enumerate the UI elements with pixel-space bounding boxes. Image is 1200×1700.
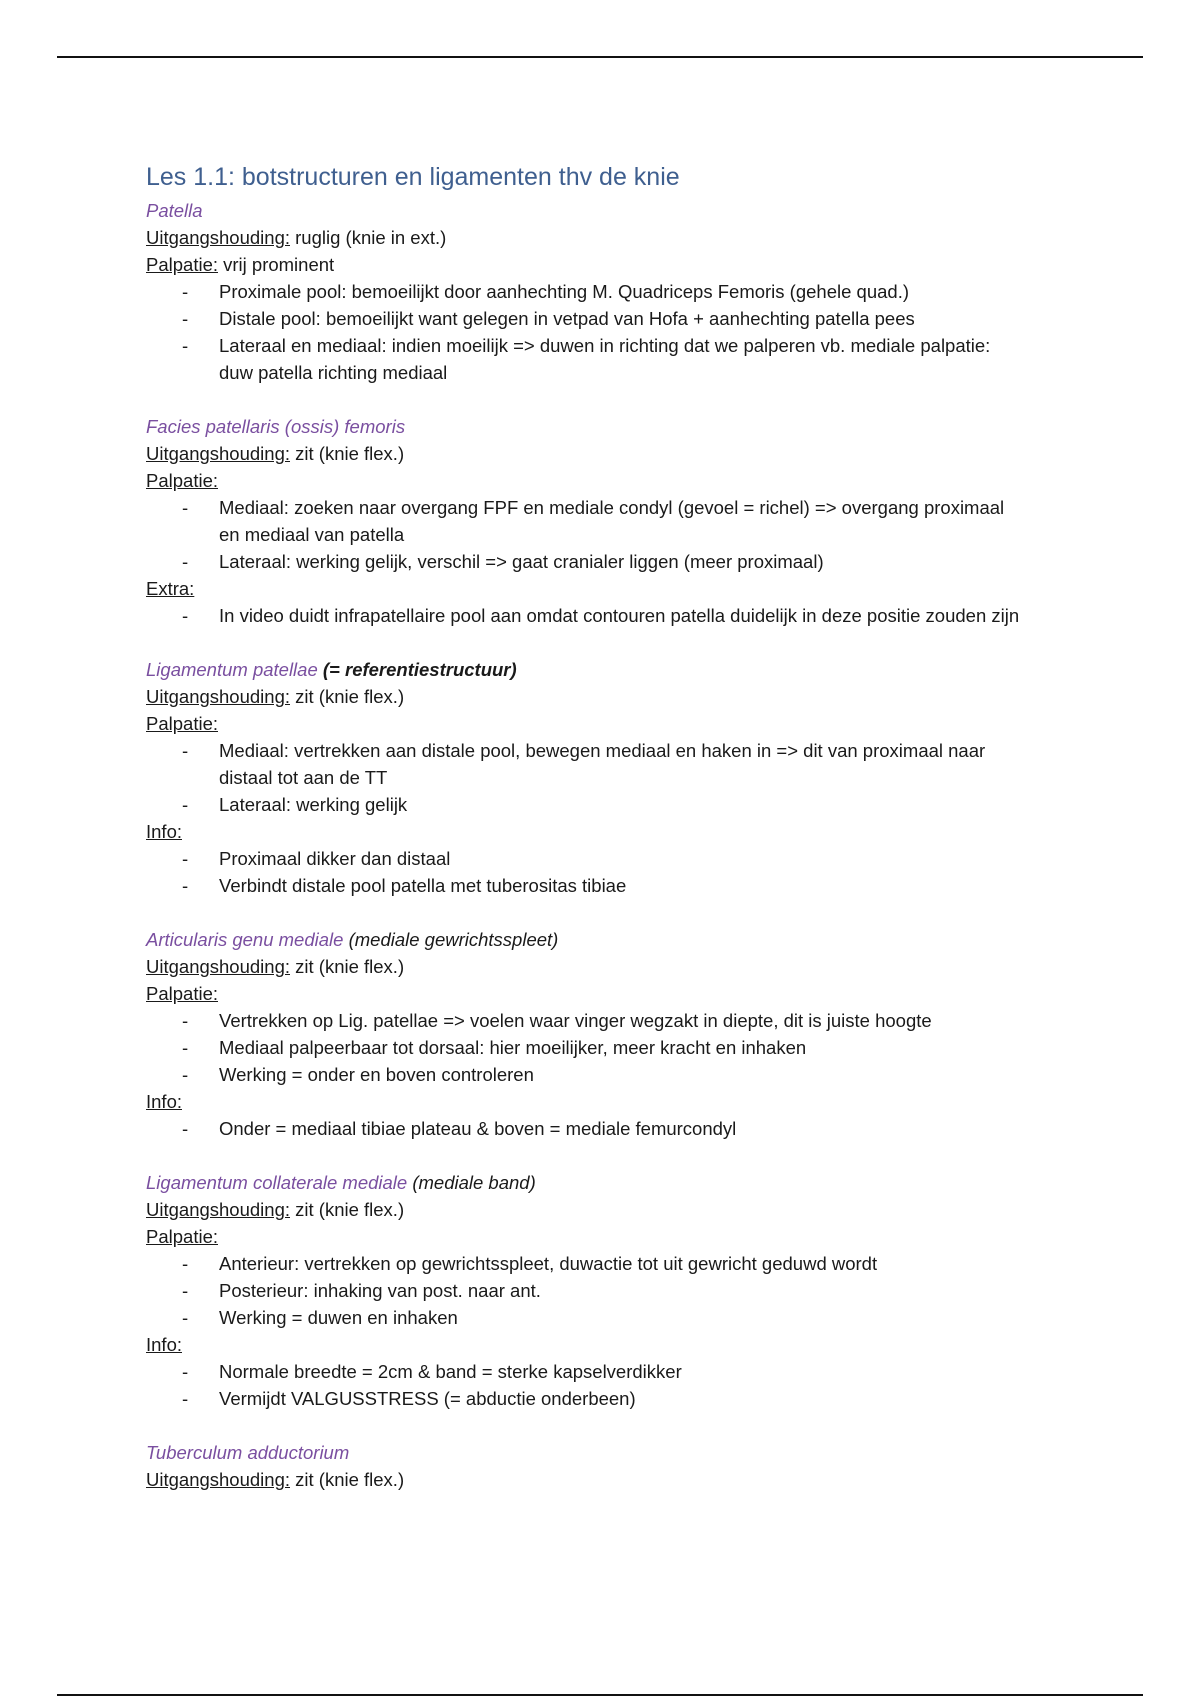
section-heading-extra: (mediale gewrichtsspleet) — [343, 929, 559, 950]
list-item: - Mediaal: vertrekken aan distale pool, bewegen mediaal en haken in => dit van proximaal naar distaal tot aan de TT — [219, 737, 1026, 791]
section-heading-text: Articularis genu mediale — [146, 929, 344, 950]
header-rule — [57, 56, 1143, 58]
section-line — [146, 440, 1026, 467]
bullet-list — [146, 494, 1026, 575]
section-line — [146, 251, 1026, 278]
line-label: Palpatie: — [146, 1226, 218, 1247]
document-body — [146, 162, 1026, 1520]
list-item: - Mediaal: zoeken naar overgang FPF en mediale condyl (gevoel = richel) => overgang proximaal en mediaal van patella — [219, 494, 1026, 548]
section-heading — [146, 656, 1026, 683]
list-item: - Normale breedte = 2cm & band = sterke kapselverdikker — [219, 1358, 1026, 1385]
list-item: - Anterieur: vertrekken op gewrichtsspleet, duwactie tot uit gewricht geduwd wordt — [219, 1250, 1026, 1277]
line-label: Uitgangshouding: — [146, 1199, 290, 1220]
list-item: - Lateraal: werking gelijk, verschil => gaat cranialer liggen (meer proximaal) — [219, 548, 1026, 575]
list-item: - Proximaal dikker dan distaal — [219, 845, 1026, 872]
bullet-list — [146, 1250, 1026, 1331]
line-text: ruglig (knie in ext.) — [290, 227, 447, 248]
section-line — [146, 1196, 1026, 1223]
line-text: zit (knie flex.) — [290, 956, 405, 977]
list-item: - Vermijdt VALGUSSTRESS (= abductie onderbeen) — [219, 1385, 1026, 1412]
extra-label: Extra: — [146, 578, 195, 599]
line-label: Uitgangshouding: — [146, 1469, 290, 1490]
line-text: zit (knie flex.) — [290, 1469, 405, 1490]
line-label: Palpatie: — [146, 470, 218, 491]
extra-label: Info: — [146, 1091, 182, 1112]
section-line — [146, 1088, 1026, 1115]
section-heading — [146, 413, 1026, 440]
section-ligamentum-collaterale-mediale — [146, 1169, 1026, 1412]
line-text: zit (knie flex.) — [290, 1199, 405, 1220]
bullet-list — [146, 845, 1026, 899]
bullet-list — [146, 278, 1026, 386]
bullet-list — [146, 1358, 1026, 1412]
page-title: Les 1.1: botstructuren en ligamenten thv de knie — [146, 163, 680, 191]
section-line — [146, 818, 1026, 845]
section-heading-text: Ligamentum patellae — [146, 659, 318, 680]
section-tuberculum-adductorium — [146, 1439, 1026, 1493]
section-line — [146, 575, 1026, 602]
line-text: vrij prominent — [218, 254, 335, 275]
section-heading-text: Patella — [146, 200, 203, 221]
section-patella — [146, 197, 1026, 386]
line-label: Uitgangshouding: — [146, 686, 290, 707]
bullet-list — [146, 1115, 1026, 1142]
section-line — [146, 224, 1026, 251]
bullet-list — [146, 602, 1026, 629]
line-label: Palpatie: — [146, 713, 218, 734]
section-heading — [146, 1169, 1026, 1196]
extra-label: Info: — [146, 821, 182, 842]
list-item: - Werking = onder en boven controleren — [219, 1061, 1026, 1088]
list-item: - Verbindt distale pool patella met tuberositas tibiae — [219, 872, 1026, 899]
section-heading — [146, 1439, 1026, 1466]
section-heading — [146, 926, 1026, 953]
line-label: Palpatie: — [146, 254, 218, 275]
list-item: - Werking = duwen en inhaken — [219, 1304, 1026, 1331]
section-heading-text: Ligamentum collaterale mediale — [146, 1172, 408, 1193]
line-label: Uitgangshouding: — [146, 956, 290, 977]
line-text: zit (knie flex.) — [290, 686, 405, 707]
bullet-list — [146, 737, 1026, 818]
section-heading-text: Tuberculum adductorium — [146, 1442, 350, 1463]
extra-label: Info: — [146, 1334, 182, 1355]
section-articularis-genu-mediale — [146, 926, 1026, 1142]
section-heading — [146, 197, 1026, 224]
section-ligamentum-patellae — [146, 656, 1026, 899]
section-line — [146, 683, 1026, 710]
list-item: - Distale pool: bemoeilijkt want gelegen in vetpad van Hofa + aanhechting patella pees — [219, 305, 1026, 332]
list-item: - In video duidt infrapatellaire pool aan omdat contouren patella duidelijk in deze positie zouden zijn — [219, 602, 1026, 629]
section-line — [146, 467, 1026, 494]
section-line — [146, 953, 1026, 980]
section-heading-text: Facies patellaris (ossis) femoris — [146, 416, 406, 437]
line-label: Palpatie: — [146, 983, 218, 1004]
list-item: - Onder = mediaal tibiae plateau & boven = mediale femurcondyl — [219, 1115, 1026, 1142]
section-heading-extra: (mediale band) — [407, 1172, 536, 1193]
footer-rule — [57, 1694, 1143, 1696]
section-line — [146, 980, 1026, 1007]
list-item: - Posterieur: inhaking van post. naar ant. — [219, 1277, 1026, 1304]
section-line — [146, 1223, 1026, 1250]
line-label: Uitgangshouding: — [146, 443, 290, 464]
section-line — [146, 1466, 1026, 1493]
section-heading-extra: (= referentiestructuur) — [317, 659, 517, 680]
list-item: - Lateraal: werking gelijk — [219, 791, 1026, 818]
section-line — [146, 710, 1026, 737]
list-item: - Mediaal palpeerbaar tot dorsaal: hier moeilijker, meer kracht en inhaken — [219, 1034, 1026, 1061]
list-item: - Lateraal en mediaal: indien moeilijk => duwen in richting dat we palperen vb. mediale palpatie: duw patella richting mediaal — [219, 332, 1026, 386]
section-facies-patellaris — [146, 413, 1026, 629]
list-item: - Proximale pool: bemoeilijkt door aanhechting M. Quadriceps Femoris (gehele quad.) — [219, 278, 1026, 305]
line-text: zit (knie flex.) — [290, 443, 405, 464]
section-line — [146, 1331, 1026, 1358]
line-label: Uitgangshouding: — [146, 227, 290, 248]
list-item: - Vertrekken op Lig. patellae => voelen waar vinger wegzakt in diepte, dit is juiste hoogte — [219, 1007, 1026, 1034]
bullet-list — [146, 1007, 1026, 1088]
